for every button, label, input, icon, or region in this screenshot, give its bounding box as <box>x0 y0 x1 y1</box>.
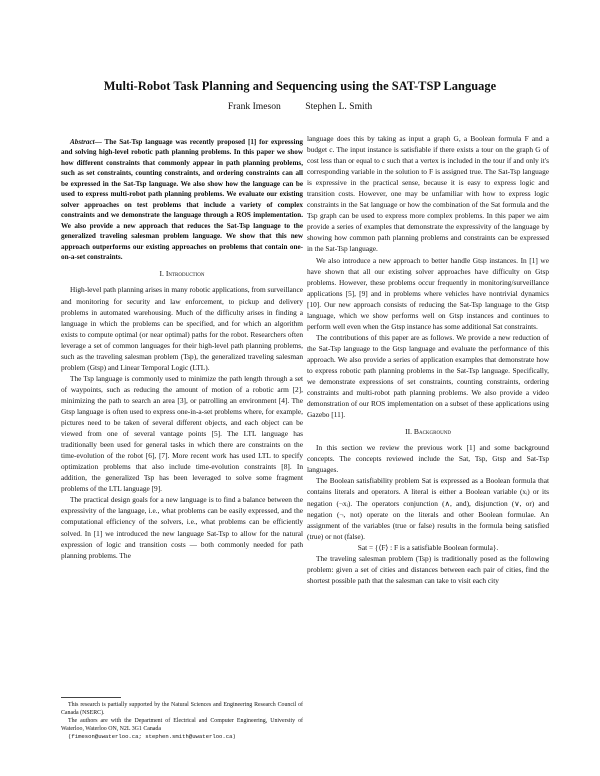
paragraph: The practical design goals for a new language is to find a balance between the expressivity of the language, i.e., what problems can be easily expressed, and the computational efficiency of the solvers, i.e., what problems can be efficiently solved. In [1] we introduced the new language Sat-Tsp to allow for the natural expression of logic and transition costs — both commonly needed for path planning problems. The <box>61 495 303 560</box>
right-column <box>307 133 549 586</box>
left-column <box>61 137 303 561</box>
paragraph: The Tsp language is commonly used to minimize the path length through a set of waypoints, such as reducing the amount of motion of a robotic arm [2], minimizing the path to search an area [3], or patrolling an environment [4]. The Gtsp language is often used to express one-in-a-set problems where, for example, pictures need to be taken of several different objects, and each object can be viewed from one of several vantage points [5]. The LTL language has traditionally been used for general tasks in which there are constraints on the time-evolution of the robot [6], [7]. More recent work has used LTL to specify optimization problems that also include time-evolution constraints [8]. In addition, the generalized Tsp has been leveraged to solve some fragment problems of the LTL language [9]. <box>61 373 303 494</box>
footnote-emails: (fimeson@uwaterloo.ca; stephen.smith@uwaterloo.ca) <box>68 733 236 741</box>
equation: Sat = {⟨F⟩ : F is a satisfiable Boolean formula}. <box>357 542 499 552</box>
author-name: Frank Imeson <box>227 101 281 112</box>
abstract-label: Abstract <box>70 138 95 146</box>
abstract-body: — The Sat-Tsp language was recently proposed [1] for expressing and solving high-level robotic path planning problems. In this paper we show how different constraints that commonly appear in path planning problems, such as set constraints, counting constraints, and ordering constraints can all be expressed in the Sat-Tsp language. We also show how the language can be used to express multi-robot path planning problems. We evaluate our existing solver approaches on test problems that include a variety of complex constraints and we demonstrate the language through a ROS implementation. We also provide a new approach that reduces the Sat-Tsp language to the generalized traveling salesman problem language. We show that this new approach outperforms our existing approaches on problems that contain one-on-a-set constraints. <box>61 138 303 261</box>
paragraph: The traveling salesman problem (Tsp) is traditionally posed as the following problem: given a set of cities and distances between each pair of cities, find the shortest possible path that the salesman can take to visit each city <box>307 553 549 585</box>
paragraph: language does this by taking as input a graph G, a Boolean formula F and a budget c. The input instance is satisfiable if there exists a tour on the graph G of cost less than or equal to c such that a vertex is included in the tour if and only it's corresponding variable in the solution to F is assigned true. The Sat-Tsp language is expressive in the practical sense, because it is easy to express logic and transition costs. However, one may be unfamiliar with how to express logic constraints in the Sat language or how the combination of the Sat formula and the Tsp graph can be used to express more complex problems. In this paper we aim provide a series of examples that demonstrate the expressivity of the language by showing how common path planning problems and constraints can be expressed in the Sat-Tsp language. <box>307 134 549 254</box>
footnote: This research is partially supported by the Natural Sciences and Engineering Research Council of Canada (NSERC). <box>61 702 303 717</box>
footnote: The authors are with the Department of Electrical and Computer Engineering, University of Waterloo, Waterloo ON, N2L 3G1 Canada <box>61 718 303 733</box>
footnote-rule <box>61 697 121 698</box>
section-heading-background: II. Background <box>405 427 451 437</box>
paragraph: We also introduce a new approach to better handle Gtsp instances. In [1] we have shown that all our existing solver approaches have difficulty on Gtsp problems. However, these problems occur frequently in monitoring/surveillance applications [5], [9] and in problems where vehicles have nontrivial dynamics [10]. Our new approach consists of reducing the Sat-Tsp language to the Gtsp language, which we show performs well on Gtsp instances and continues to perform well even when the Gtsp instance has some additional Sat constraints. <box>307 255 549 331</box>
paragraph: In this section we review the previous work [1] and some background concepts. The concepts reviewed include the Sat, Tsp, Gtsp and Sat-Tsp languages. <box>307 443 549 475</box>
paper-title: Multi-Robot Task Planning and Sequencing using the SAT-TSP Language <box>103 79 497 93</box>
author-name: Stephen L. Smith <box>305 101 373 112</box>
author-list <box>0 101 600 112</box>
section-heading-introduction: I. Introduction <box>159 269 205 279</box>
footnotes <box>61 701 303 741</box>
paragraph: The Boolean satisfiability problem Sat is expressed as a Boolean formula that contains literals and operators. A literal is either a Boolean variable (xᵢ) or its negation (¬xᵢ). The operators conjunction (∧, and), disjunction (∨, or) and negation (¬, not) operate on the literals and other Boolean formulae. An assignment of the variables (true or false) results in the formula being satisfied (true) or not (false). <box>307 476 549 541</box>
abstract <box>61 137 303 262</box>
paragraph: High-level path planning arises in many robotic applications, from surveillance and monitoring for security and law enforcement, to pickup and delivery problems in automated warehousing. Much of the difficulty arises in finding a language in which the problems can be specified, and for which an algorithm exists to compute optimal (or near optimal) paths for the robot. Researchers often leverage a set of common languages for their high-level path planning problems, such as the traveling salesman problem (Tsp), the generalized traveling salesman problem (Gtsp) and Linear Temporal Logic (LTL). <box>61 285 303 372</box>
paragraph: The contributions of this paper are as follows. We provide a new reduction of the Sat-Tsp language to the Gtsp language and evaluate the performance of this approach. We also provide a series of application examples that demonstrate how to express robotic path planning problems in the Sat-Tsp language. Specifically, we demonstrate expressions of set constraints, counting constraints, ordering constraints and multi-robot path planning problems. We also provide a video demonstration of our ROS implementation on a subset of these applications using Gazebo [11]. <box>307 332 549 420</box>
